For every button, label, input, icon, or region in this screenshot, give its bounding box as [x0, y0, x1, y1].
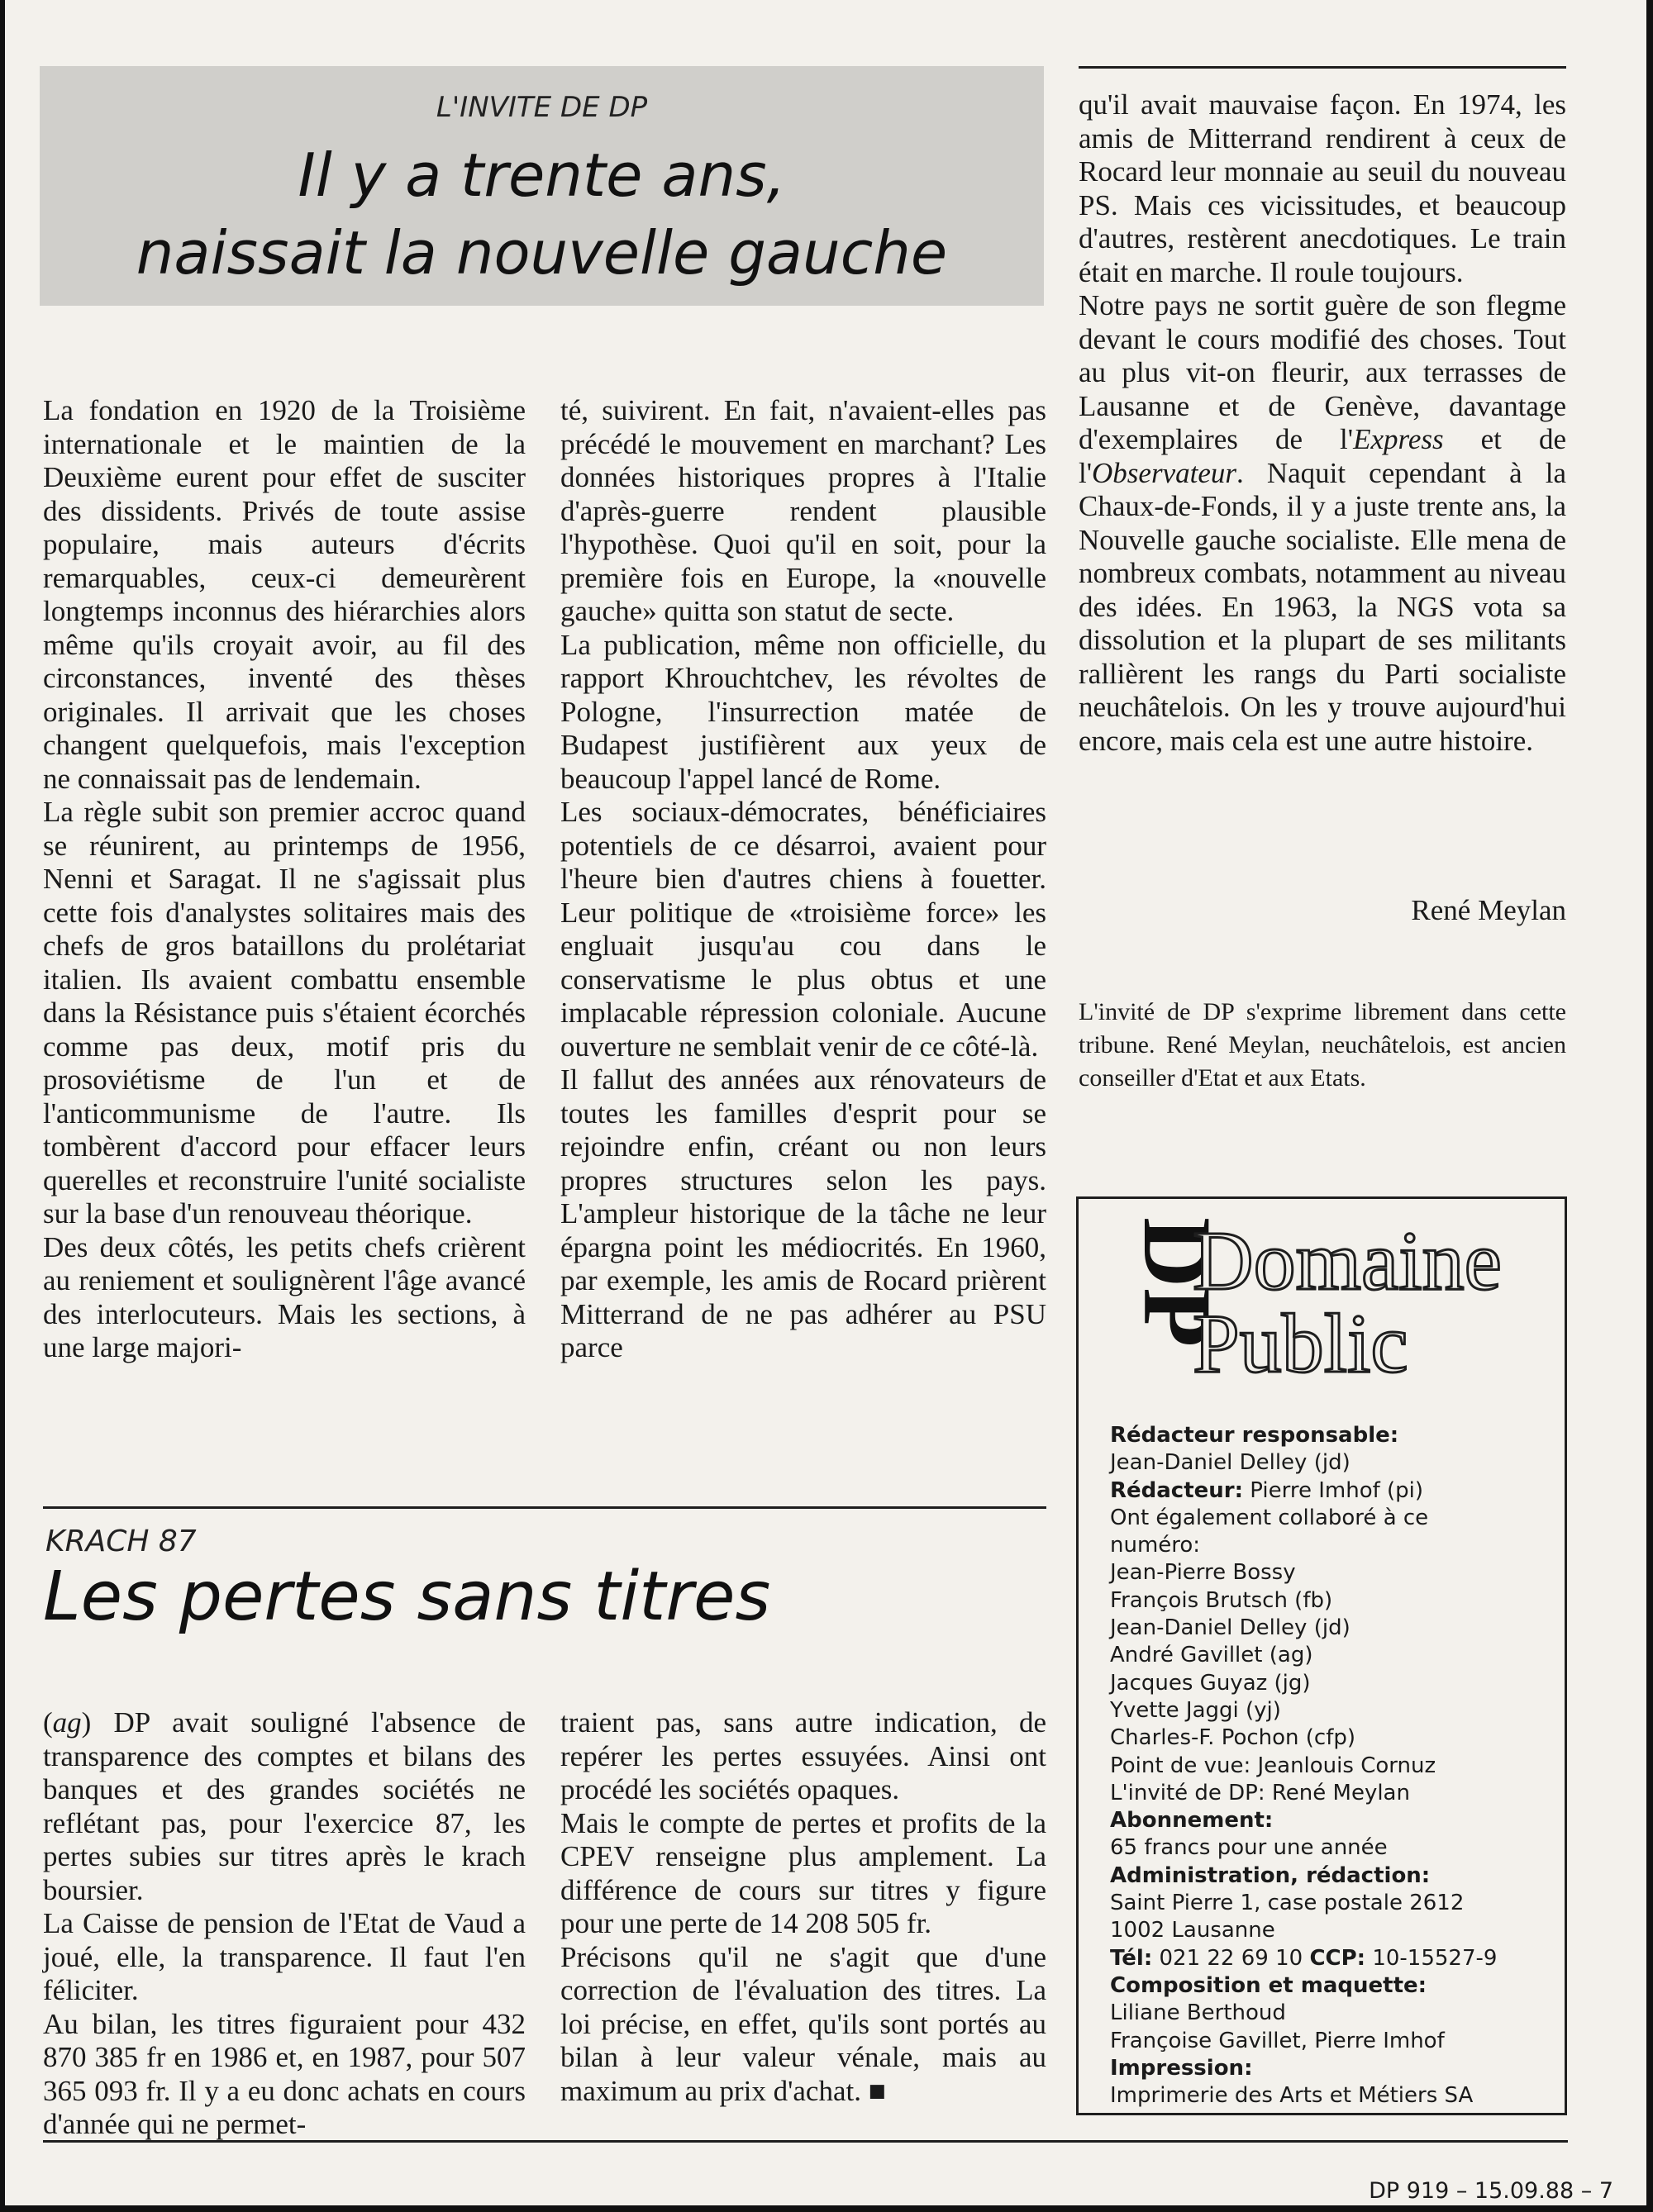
- credit-label: Rédacteur:: [1110, 1477, 1244, 1503]
- credit-text: Imprimerie des Arts et Métiers SA: [1110, 2083, 1474, 2109]
- krach-paragraph: (ag) DP avait souligné l'absence de transparence des comptes et bilans des banques et des grandes sociétés ne reflétant pas, pour l'exercice 87, les pertes subies sur titres après le krach boursier.: [43, 1706, 526, 1906]
- guest-headline-box: [40, 66, 1044, 306]
- krach-kicker: KRACH 87: [45, 1525, 197, 1558]
- credit-line: [1110, 1945, 1556, 1972]
- krach-paragraph: La Caisse de pension de l'Etat de Vaud a joué, elle, la transparence. Il faut l'en féliciter.: [43, 1907, 526, 2006]
- credit-label: Abonnement:: [1110, 1808, 1274, 1834]
- masthead-box: [1076, 1196, 1567, 2115]
- guest-headline-line2: naissait la nouvelle gauche: [136, 218, 948, 288]
- credit-line: [1110, 2082, 1556, 2110]
- text-run: DP avait souligné l'absence de transparence des comptes et bilans des banques et des grandes sociétés ne reflétant pas, pour l'exercice 87, les pertes subies sur titres après le krach boursier.: [43, 1706, 526, 1906]
- credit-text: 021 22 69 10: [1152, 1945, 1310, 1971]
- bottom-rule: [43, 2140, 1568, 2143]
- credit-line: [1110, 1862, 1556, 1890]
- credit-text: Liliane Berthoud: [1110, 2000, 1286, 2026]
- credit-line: [1110, 2055, 1556, 2082]
- credit-text: Saint Pierre 1, case postale 2612: [1110, 1891, 1465, 1916]
- credit-line: [1110, 1890, 1556, 1917]
- credit-line: [1110, 1642, 1556, 1669]
- publication-title: Express: [1353, 423, 1444, 455]
- credit-text: 65 francs pour une année: [1110, 1835, 1388, 1861]
- credit-text: Yvette Jaggi (yj): [1110, 1697, 1281, 1723]
- issue-reference: DP 919 – 15.09.88 – 7: [1369, 2178, 1613, 2204]
- credit-line: [1110, 1724, 1556, 1752]
- credit-line: [1110, 1477, 1556, 1505]
- text-run: et de l': [1079, 423, 1566, 489]
- krach-paragraph: Au bilan, les titres figuraient pour 432 870 385 fr en 1986 et, en 1987, pour 507 365 093 fr. Il y a eu donc achats en cours d'année qui ne permet-: [43, 2007, 526, 2140]
- credit-label: Rédacteur responsable:: [1110, 1423, 1399, 1448]
- krach-paragraph: Mais le compte de pertes et profits de la CPEV renseigne plus amplement. La différence de cours sur titres y figure pour une perte de 14 208 505 fr.: [560, 1806, 1046, 1939]
- krach-paragraph: Précisons qu'il ne s'agit que d'une correction de l'évaluation des titres. La loi précise, en effet, qu'ils sont portés au bilan à leur valeur vénale, mais au maximum au prix d'achat. ■: [560, 1940, 1046, 2107]
- dp-logo-letters: [1105, 1217, 1231, 1407]
- credit-text: Ont également collaboré à ce: [1110, 1505, 1429, 1530]
- credit-text: François Brutsch (fb): [1110, 1587, 1333, 1613]
- credit-line: [1110, 1834, 1556, 1862]
- guest-article-column-1: [43, 394, 526, 1365]
- column3-top-rule: [1079, 66, 1566, 69]
- credit-line: [1110, 2000, 1556, 2027]
- guest-headline-line1: Il y a trente ans,: [298, 140, 786, 210]
- credit-text: numéro:: [1110, 1533, 1201, 1558]
- guest-paragraph: La publication, même non officielle, du rapport Khrouchtchev, les révoltes de Pologne, l'insurrection matée de Budapest justifièrent aux yeux de beaucoup l'appel lancé de Rome.: [560, 628, 1046, 795]
- guest-paragraph: La règle subit son premier accroc quand se réunirent, au printemps de 1956, Nenni et Saragat. Il ne s'agissait plus cette fois d'analystes solitaires mais des chefs de gros bataillons du prolétariat italien. Ils avaient combattu ensemble dans la Résistance puis s'étaient écorchés comme pas deux, motif pris du prosoviétisme de l'un et de l'anticommunisme de l'autre. Ils tombèrent d'accord pour effacer leurs querelles et reconstruire l'unité socialiste sur la base d'un renouveau théorique.: [43, 796, 526, 1230]
- scan-edge-right: [1646, 0, 1653, 2212]
- credit-line: [1110, 1780, 1556, 1807]
- guest-paragraph: té, suivirent. En fait, n'avaient-elles pas précédé le mouvement en marchant? Les données historiques propres à l'Italie d'après-guerre rendent plausible l'hypothèse. Quoi qu'il en soit, pour la première fois en Europe, la «nouvelle gauche» quitta son statut de secte.: [560, 394, 1046, 627]
- credit-text: L'invité de DP: René Meylan: [1110, 1780, 1410, 1805]
- credit-text: Jacques Guyaz (jg): [1110, 1670, 1311, 1696]
- credit-text: Françoise Gavillet, Pierre Imhof: [1110, 2028, 1445, 2053]
- credit-line: [1110, 1559, 1556, 1586]
- masthead-credits: [1110, 1422, 1556, 2110]
- credit-text: Jean-Pierre Bossy: [1110, 1560, 1296, 1586]
- text-run: . Naquit cependant à la Chaux-de-Fonds, il y a juste trente ans, la Nouvelle gauche socialiste. Elle mena de nombreux combats, notamment au niveau des idées. En 1963, la NGS vota sa dissolution et la plupart de ses militants rallièrent les rangs du Parti socialiste neuchâtelois. On les y trouve aujourd'hui encore, mais cela est une autre histoire.: [1079, 456, 1566, 757]
- credit-line: [1110, 1753, 1556, 1780]
- credit-line: [1110, 1532, 1556, 1559]
- logo-word-domaine: Domaine: [1193, 1215, 1502, 1308]
- guest-author-note: L'invité de DP s'exprime librement dans cette tribune. René Meylan, neuchâtelois, est ancien conseiller d'Etat et aux Etats.: [1079, 998, 1566, 1092]
- guest-paragraph: [1079, 289, 1566, 758]
- credit-label: Composition et maquette:: [1110, 1972, 1427, 1998]
- guest-paragraph: La fondation en 1920 de la Troisième internationale et le maintien de la Deuxième eurent pour effet de susciter des dissidents. Privés de toute assise populaire, mais auteurs d'écrits remarquables, ceux-ci demeurèrent longtemps inconnus des hiérarchies alors même qu'ils croyait avoir, au fil des circonstances, inventé des thèses originales. Il arrivait que les choses changent quelquefois, mais l'exception ne connaissait pas de lendemain.: [43, 394, 526, 795]
- author-signature: René Meylan: [1411, 894, 1566, 926]
- credit-line: [1110, 2028, 1556, 2055]
- credit-text: Charles-F. Pochon (cfp): [1110, 1725, 1356, 1751]
- credit-text: 1002 Lausanne: [1110, 1918, 1275, 1943]
- credit-line: [1110, 1422, 1556, 1449]
- guest-paragraph: qu'il avait mauvaise façon. En 1974, les amis de Mitterrand rendirent à ceux de Rocard leur monnaie au seuil du nouveau PS. Mais ces vicissitudes, et beaucoup d'autres, restèrent anecdotiques. Le train était en marche. Il roule toujours.: [1079, 88, 1566, 288]
- credit-text: André Gavillet (ag): [1110, 1643, 1313, 1668]
- credit-text: Jean-Daniel Delley (jd): [1110, 1615, 1351, 1641]
- scan-edge-bottom: [0, 2205, 1653, 2212]
- guest-paragraph: Les sociaux-démocrates, bénéficiaires potentiels de ce désarroi, avaient pour l'heure bien d'autres chiens à fouetter. Leur politique de «troisième force» les engluait jusqu'au cou dans le conservatisme le plus obtus et une implacable répression coloniale. Aucune ouverture ne semblait venir de ce côté-là.: [560, 796, 1046, 1063]
- scan-edge-left: [0, 0, 5, 2212]
- credit-line: [1110, 1972, 1556, 2000]
- logo-word-public: Public: [1193, 1297, 1408, 1391]
- credit-text: Jean-Daniel Delley (jd): [1110, 1450, 1351, 1476]
- guest-article-column-2: [560, 394, 1046, 1365]
- credit-line: [1110, 1670, 1556, 1697]
- krach-top-rule: [43, 1506, 1046, 1509]
- author-initials: ag: [52, 1706, 82, 1739]
- dp-logo-text: DP: [1123, 1217, 1231, 1348]
- dp-logo-words: [1193, 1215, 1502, 1391]
- guest-headline: [40, 136, 1044, 292]
- ccp-label: CCP:: [1309, 1945, 1366, 1971]
- credit-line: [1110, 1807, 1556, 1834]
- credit-line: [1110, 1615, 1556, 1642]
- krach-headline: Les pertes sans titres: [43, 1558, 771, 1636]
- ccp-value: 10-15527-9: [1365, 1945, 1498, 1971]
- credit-line: [1110, 1449, 1556, 1477]
- credit-line: [1110, 1917, 1556, 1944]
- krach-paragraph: traient pas, sans autre indication, de repérer les pertes essuyées. Ainsi ont procédé les sociétés opaques.: [560, 1706, 1046, 1805]
- guest-paragraph: Des deux côtés, les petits chefs crièrent au reniement et soulignèrent l'âge avancé des interlocuteurs. Mais les sections, à une large majori-: [43, 1230, 526, 1363]
- credit-line: [1110, 1505, 1556, 1532]
- guest-kicker: L'INVITE DE DP: [436, 91, 648, 124]
- publication-title: Observateur: [1092, 456, 1236, 489]
- credit-line: [1110, 1587, 1556, 1615]
- credit-text: Point de vue: Jeanlouis Cornuz: [1110, 1753, 1436, 1778]
- text-run: Notre pays ne sortit guère de son flegme devant le cours modifié des choses. Tout au plus vit-on fleurir, aux terrasses de Lausanne et de Genève, davantage d'exemplaires de l': [1079, 289, 1566, 455]
- credit-label: Administration, rédaction:: [1110, 1862, 1431, 1888]
- krach-article-column-1: [43, 1706, 526, 2142]
- krach-article-column-2: [560, 1706, 1046, 2108]
- credit-label: Tél:: [1110, 1945, 1153, 1971]
- credit-label: Impression:: [1110, 2055, 1253, 2081]
- credit-text: Pierre Imhof (pi): [1243, 1477, 1424, 1503]
- credit-line: [1110, 1697, 1556, 1724]
- guest-paragraph: Il fallut des années aux rénovateurs de toutes les familles d'esprit pour se rejoindre enfin, créant ou non leurs propres structures selon les pays. L'ampleur historique de la tâche ne leur épargna point les médiocrités. En 1960, par exemple, les amis de Rocard prièrent Mitterrand de ne pas adhérer au PSU parce: [560, 1063, 1046, 1363]
- guest-article-column-3: [1079, 88, 1566, 758]
